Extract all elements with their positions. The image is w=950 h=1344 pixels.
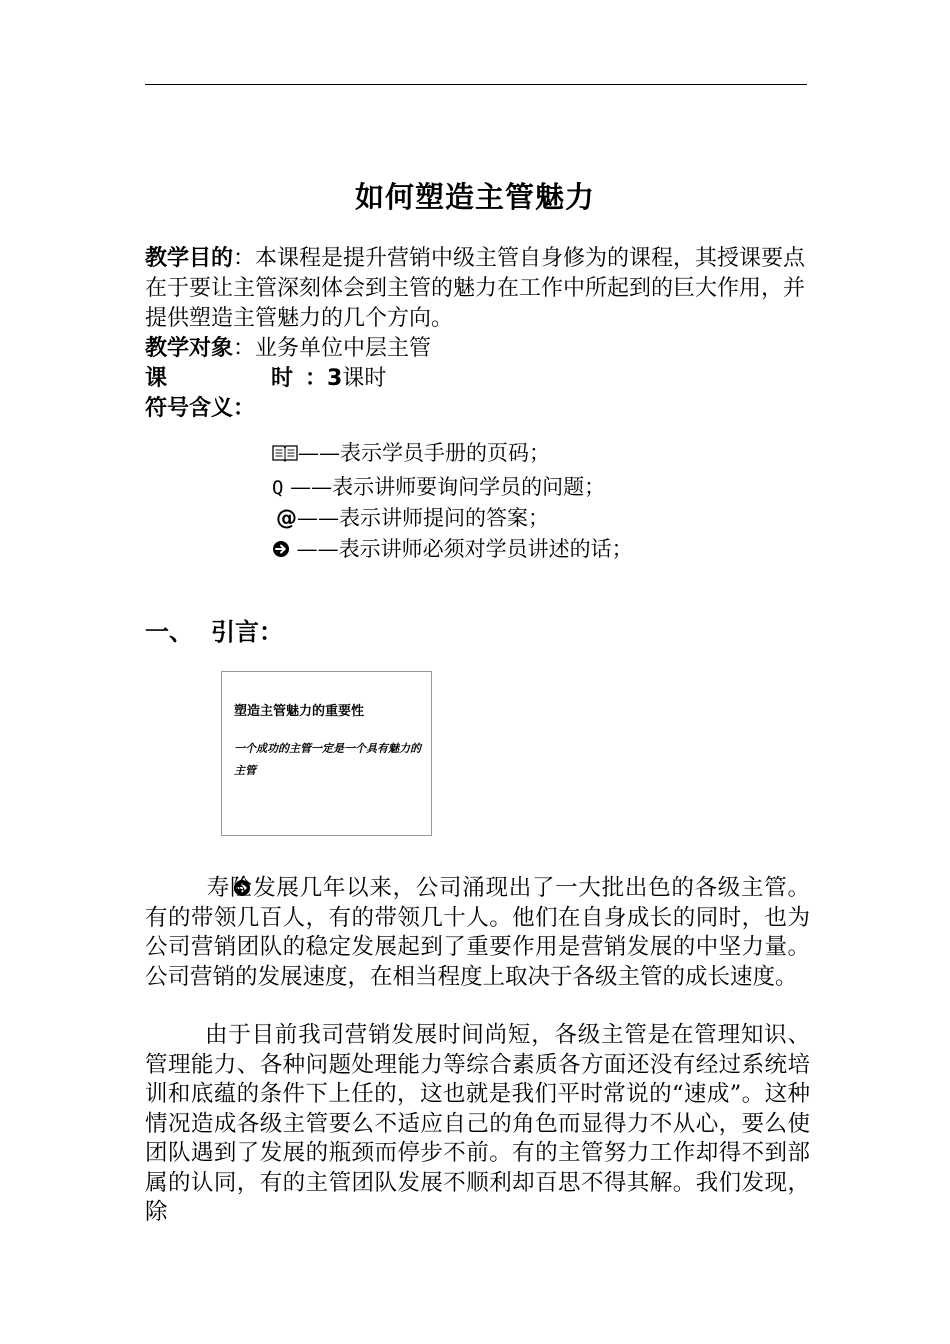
objective-text: ：本课程是提升营销中级主管自身修为的课程，其授课要点在于要让主管深刻体会到主管的魅力在工作中所起到的巨大作用，并提供塑造主管魅力的几个方向。: [145, 246, 806, 331]
hours-row: [145, 364, 386, 394]
symbols-label: [145, 394, 255, 424]
section-number: 一、: [145, 618, 193, 646]
audience-row: [145, 334, 431, 364]
slide-thumbnail: [221, 671, 432, 836]
slide-title: 塑造主管魅力的重要性: [234, 704, 365, 719]
symbol-row-arrow: [272, 534, 633, 564]
objective-label: 教学目的: [145, 246, 234, 271]
paragraph-2: [145, 1021, 810, 1228]
symbol-question-text: ——表示讲师要询问学员的问题；: [283, 475, 606, 499]
paragraph-1: [145, 874, 810, 992]
arrow-icon: [188, 876, 206, 894]
arrow-icon: [272, 536, 290, 554]
hours-sep: ：: [305, 366, 328, 391]
symbols-label-text: 符号含义：: [145, 396, 256, 421]
symbol-row-book: [272, 438, 550, 468]
slide-body: 一个成功的主管一定是一个具有魅力的主管: [234, 742, 421, 777]
symbol-row-question: [272, 472, 605, 503]
symbol-answer-text: ——表示讲师提问的答案；: [297, 506, 549, 530]
header-rule: [145, 84, 807, 85]
section-title: 引言：: [211, 618, 283, 646]
paragraph-1-text: 寿险发展几年以来，公司涌现出了一大批出色的各级主管。有的带领几百人，有的带领几十人。他们在自身成长的同时，也为公司营销团队的稳定发展起到了重要作用是营销发展的中坚力量。公司营销的发展速度，在相当程度上取决于各级主管的成长速度。: [145, 875, 810, 990]
objective-paragraph: [145, 244, 810, 334]
paragraph-2-text: 由于目前我司营销发展时间尚短，各级主管是在管理知识、管理能力、各种问题处理能力等综合素质各方面还没有经过系统培训和底蕴的条件下上任的，这也就是我们平时常说的“速成”。这种情况造成各级主管要么不适应自己的角色而显得力不从心，要么使团队遇到了发展的瓶颈而停步不前。有的主管努力工作却得不到部属的认同，有的主管团队发展不顺利却百思不得其解。我们发现，除: [145, 1022, 810, 1225]
audience-label: 教学对象: [145, 336, 234, 361]
section-heading: [145, 612, 283, 647]
hours-value: 3: [327, 366, 343, 391]
book-icon: [272, 440, 298, 458]
hours-label-1: 课: [145, 366, 168, 391]
symbol-row-answer: [276, 503, 549, 533]
symbol-book-text: ——表示学员手册的页码；: [298, 441, 550, 465]
document-title: 如何塑造主管魅力: [354, 180, 595, 214]
audience-text: ：业务单位中层主管: [233, 336, 432, 361]
answer-mark: @: [276, 506, 297, 530]
question-mark: Q: [272, 477, 284, 499]
hours-label-2: 时: [271, 366, 294, 391]
symbol-arrow-text: ——表示讲师必须对学员讲述的话；: [290, 537, 633, 561]
hours-unit: 课时: [342, 366, 387, 391]
